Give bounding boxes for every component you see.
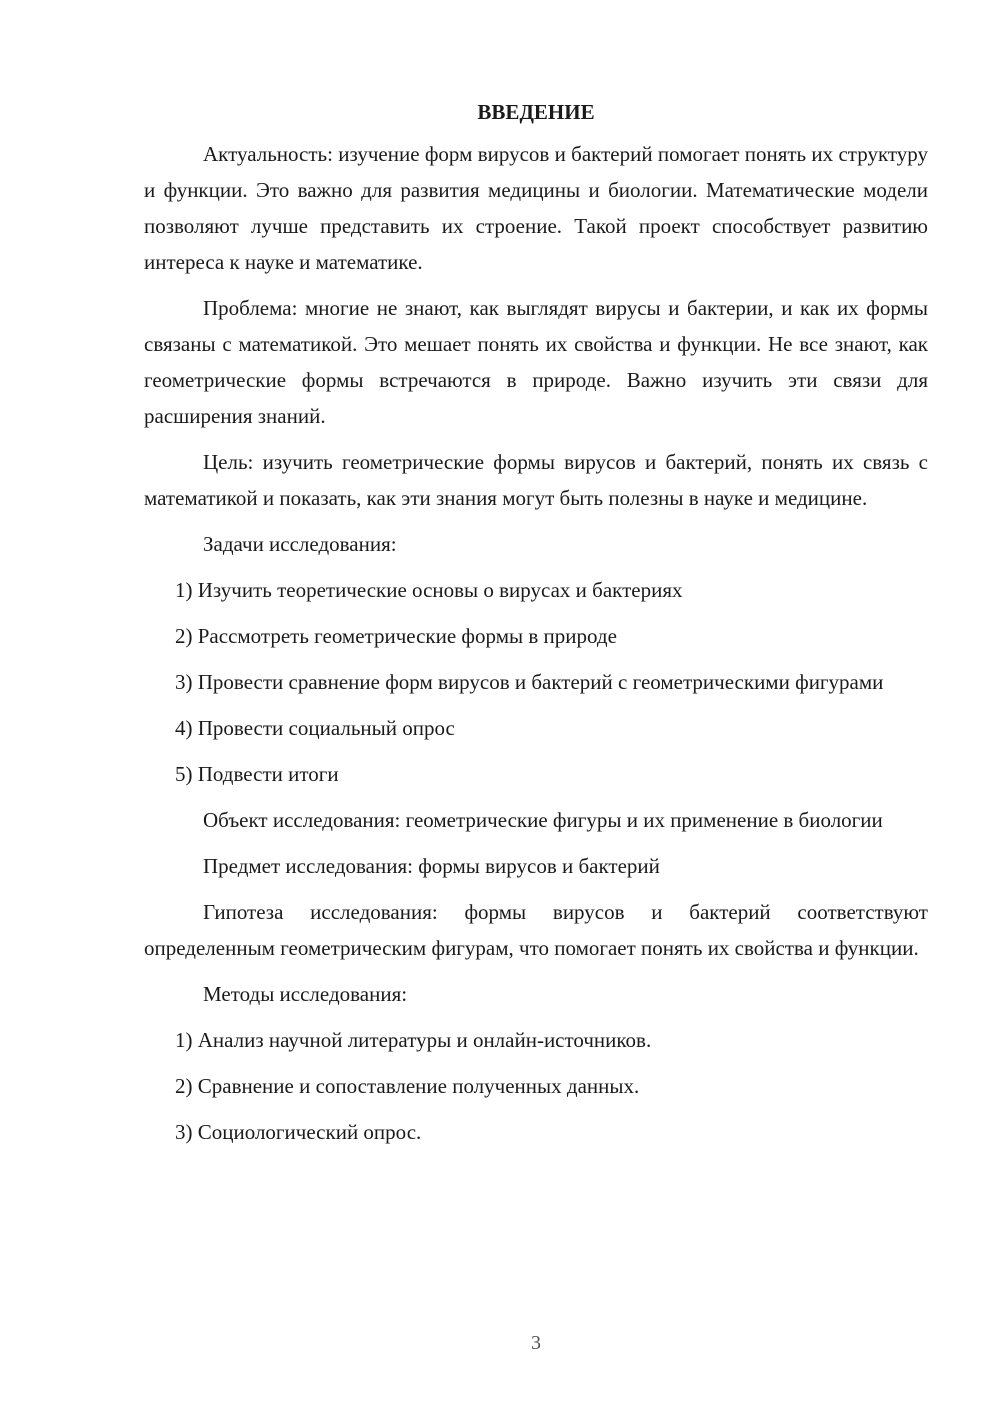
document-page (144, 94, 928, 1160)
section-title: ВВЕДЕНИЕ (477, 100, 595, 124)
list-item-task-4: 4) Провести социальный опрос (175, 716, 455, 740)
paragraph-subject: Предмет исследования: формы вирусов и бактерий (203, 854, 660, 878)
paragraph-goal: Цель: изучить геометрические формы вирусов и бактерий, понять их связь с математикой и показать, как эти знания могут быть полезны в науке и медицине. (144, 450, 928, 510)
paragraph-tasks-heading: Задачи исследования: (203, 532, 397, 556)
list-item-method-3: 3) Социологический опрос. (175, 1120, 422, 1144)
list-item-task-2: 2) Рассмотреть геометрические формы в природе (175, 624, 617, 648)
list-item-method-2: 2) Сравнение и сопоставление полученных данных. (175, 1074, 640, 1098)
paragraph-object: Объект исследования: геометрические фигуры и их применение в биологии (203, 808, 883, 832)
paragraph-hypothesis: Гипотеза исследования: формы вирусов и бактерий соответствуют определенным геометрическим фигурам, что помогает понять их свойства и функции. (144, 900, 928, 960)
list-item-task-1: 1) Изучить теоретические основы о вирусах и бактериях (175, 578, 683, 602)
paragraph-problem: Проблема: многие не знают, как выглядят вирусы и бактерии, и как их формы связаны с математикой. Это мешает понять их свойства и функции. Не все знают, как геометрические формы встречаются в природе. Важно изучить эти связи для расширения знаний. (144, 296, 928, 428)
paragraph-methods-heading: Методы исследования: (203, 982, 408, 1006)
list-item-method-1: 1) Анализ научной литературы и онлайн-источников. (175, 1028, 652, 1052)
page-number: 3 (531, 1332, 541, 1354)
list-item-task-3: 3) Провести сравнение форм вирусов и бактерий с геометрическими фигурами (175, 670, 884, 694)
paragraph-relevance: Актуальность: изучение форм вирусов и бактерий помогает понять их структуру и функции. Это важно для развития медицины и биологии. Математические модели позволяют лучше представить их строение. Такой проект способствует развитию интереса к науке и математике. (144, 142, 928, 274)
list-item-task-5: 5) Подвести итоги (175, 762, 339, 786)
